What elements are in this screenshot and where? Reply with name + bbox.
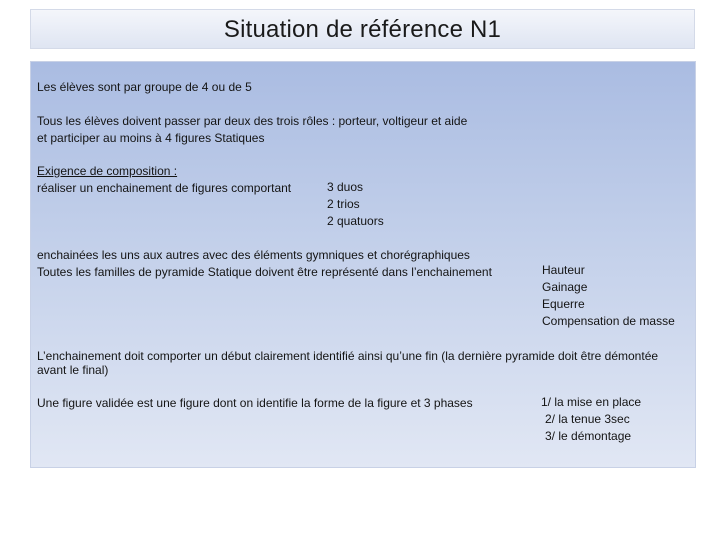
families-text: Toutes les familles de pyramide Statique doivent être représenté dans l’enchainement	[37, 265, 492, 279]
figures-list	[327, 179, 384, 230]
title-bar	[30, 9, 695, 49]
figures-list-item: 3 duos	[327, 180, 364, 194]
phases-list-item: 2/ la tenue 3sec	[545, 412, 630, 426]
families-list-item: Compensation de masse	[542, 314, 675, 328]
start-end-text: L’enchainement doit comporter un début clairement identifié ainsi qu’une fin (la dernière pyramide doit être démontée avant le final)	[37, 349, 659, 377]
exigence-heading: Exigence de composition :	[37, 164, 178, 178]
figures-list-item: 2 quatuors	[327, 214, 384, 228]
families-list-item: Gainage	[542, 280, 588, 294]
families-list-item: Hauteur	[542, 263, 585, 277]
figures-list-item: 2 trios	[327, 197, 360, 211]
families-list-item: Equerre	[542, 297, 585, 311]
validated-figure-text: Une figure validée est une figure dont on identifie la forme de la figure et 3 phases	[37, 396, 473, 410]
families-list	[542, 262, 675, 330]
phases-list-item: 3/ le démontage	[545, 429, 632, 443]
phases-list-item: 1/ la mise en place	[541, 395, 642, 409]
linked-figures-text: enchainées les uns aux autres avec des éléments gymniques et chorégraphiques	[37, 248, 470, 262]
phases-list	[541, 394, 641, 445]
roles-text-line-1: Tous les élèves doivent passer par deux des trois rôles : porteur, voltigeur et aide	[37, 114, 468, 128]
page-title: Situation de référence N1	[223, 16, 502, 43]
group-size-text: Les élèves sont par groupe de 4 ou de 5	[37, 80, 252, 94]
exigence-text: réaliser un enchainement de figures comportant	[37, 181, 292, 195]
roles-text-line-2: et participer au moins à 4 figures Statiques	[37, 131, 265, 145]
